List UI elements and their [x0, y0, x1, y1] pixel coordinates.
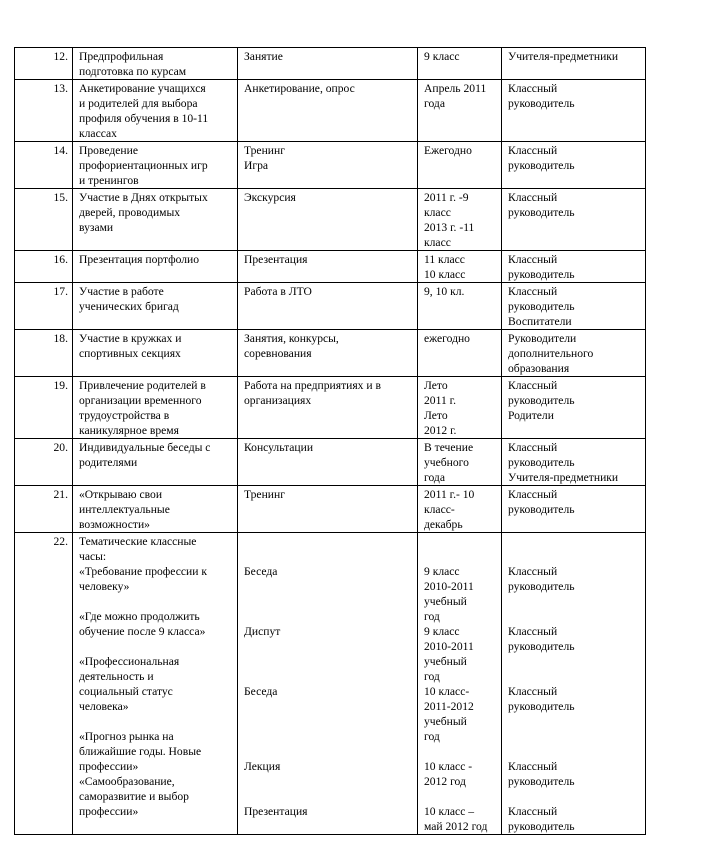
form-cell — [238, 486, 418, 533]
timing-cell — [418, 377, 502, 439]
event-cell — [73, 486, 238, 533]
cell-line: 2011 г. — [424, 394, 457, 407]
cell-line: Участие в работе — [79, 285, 164, 298]
cell-line: социальный статус — [79, 685, 173, 698]
cell-line — [244, 714, 413, 729]
cell-line: Лето — [424, 409, 448, 422]
cell-line: год — [424, 670, 440, 683]
table-row — [15, 251, 646, 283]
cell-line — [244, 669, 413, 684]
cell-line: Тематические классные — [79, 535, 197, 548]
responsible-cell — [502, 533, 646, 835]
table-row — [15, 377, 646, 439]
table-row — [15, 80, 646, 142]
cell-line: руководитель — [508, 820, 575, 833]
career-guidance-plan-table — [14, 47, 646, 835]
row-number: 21. — [15, 486, 73, 533]
timing-cell — [418, 330, 502, 377]
cell-line: В течение — [424, 441, 474, 454]
cell-line: «Открываю свои — [79, 488, 163, 501]
cell-line: 10 класс- — [424, 685, 470, 698]
cell-line: 9 класс — [424, 50, 460, 63]
form-cell — [238, 439, 418, 486]
cell-line: спортивных секциях — [79, 347, 181, 360]
row-number: 15. — [15, 189, 73, 251]
cell-line: Лето — [424, 379, 448, 392]
row-number: 12. — [15, 48, 73, 80]
cell-line — [244, 579, 413, 594]
cell-line: Апрель 2011 — [424, 82, 487, 95]
cell-line: Классный — [508, 441, 558, 454]
responsible-cell — [502, 142, 646, 189]
cell-line — [508, 744, 641, 759]
cell-line — [508, 729, 641, 744]
cell-line: Презентация — [244, 253, 308, 266]
cell-line — [244, 744, 413, 759]
cell-line: соревнования — [244, 347, 312, 360]
event-cell — [73, 80, 238, 142]
cell-line: руководитель — [508, 580, 575, 593]
form-cell — [238, 189, 418, 251]
timing-cell — [418, 189, 502, 251]
cell-line: Родители — [508, 409, 554, 422]
cell-line: трудоустройства в — [79, 409, 170, 422]
cell-line: руководитель — [508, 775, 575, 788]
cell-line: 2010-2011 — [424, 640, 474, 653]
responsible-cell — [502, 80, 646, 142]
cell-line — [244, 729, 413, 744]
cell-line: Экскурсия — [244, 191, 296, 204]
cell-line: Классный — [508, 685, 558, 698]
cell-line: 10 класс - — [424, 760, 473, 773]
cell-line: Беседа — [244, 565, 278, 578]
table-row — [15, 142, 646, 189]
cell-line: Предпрофильная — [79, 50, 164, 63]
cell-line: Тренинг — [244, 488, 285, 501]
timing-cell — [418, 80, 502, 142]
cell-line — [244, 789, 413, 804]
row-number: 19. — [15, 377, 73, 439]
cell-line: ближайшие годы. Новые — [79, 745, 202, 758]
cell-line: Игра — [244, 159, 269, 172]
cell-line: руководитель — [508, 640, 575, 653]
cell-line: 9 класс — [424, 565, 460, 578]
timing-cell — [418, 142, 502, 189]
event-cell — [73, 142, 238, 189]
cell-line: учебный — [424, 715, 467, 728]
cell-line: Классный — [508, 565, 558, 578]
form-cell — [238, 48, 418, 80]
cell-line: «Требование профессии к — [79, 565, 207, 578]
form-cell — [238, 80, 418, 142]
cell-line: Анкетирование, опрос — [244, 82, 355, 95]
cell-line — [79, 639, 233, 654]
responsible-cell — [502, 439, 646, 486]
cell-line: Участие в Днях открытых — [79, 191, 208, 204]
cell-line: часы: — [79, 550, 107, 563]
event-cell — [73, 330, 238, 377]
cell-line: учебного — [424, 456, 469, 469]
table-row — [15, 48, 646, 80]
cell-line: 2011-2012 — [424, 700, 474, 713]
cell-line: Классный — [508, 285, 558, 298]
cell-line: «Профессиональная — [79, 655, 180, 668]
cell-line: 2011 г.- 10 — [424, 488, 475, 501]
cell-line: Воспитатели — [508, 315, 572, 328]
cell-line: человеку» — [79, 580, 130, 593]
cell-line — [508, 609, 641, 624]
form-cell — [238, 142, 418, 189]
cell-line — [508, 654, 641, 669]
form-cell — [238, 283, 418, 330]
cell-line: Классный — [508, 253, 558, 266]
cell-line: 9 класс — [424, 625, 460, 638]
cell-line: интеллектуальные — [79, 503, 170, 516]
cell-line: учебный — [424, 595, 467, 608]
cell-line: организации временного — [79, 394, 202, 407]
form-cell — [238, 377, 418, 439]
event-cell — [73, 48, 238, 80]
cell-line — [424, 534, 497, 549]
cell-line: Классный — [508, 488, 558, 501]
cell-line: класс- — [424, 503, 455, 516]
cell-line: декабрь — [424, 518, 463, 531]
cell-line: руководитель — [508, 503, 575, 516]
cell-line — [424, 549, 497, 564]
cell-line: организациях — [244, 394, 312, 407]
cell-line — [244, 699, 413, 714]
table-row — [15, 189, 646, 251]
cell-line: Занятия, конкурсы, — [244, 332, 339, 345]
cell-line — [508, 534, 641, 549]
cell-line: возможности» — [79, 518, 150, 531]
cell-line: деятельность и — [79, 670, 154, 683]
cell-line: 2013 г. -11 — [424, 221, 475, 234]
responsible-cell — [502, 283, 646, 330]
cell-line — [244, 534, 413, 549]
row-number: 13. — [15, 80, 73, 142]
cell-line: Анкетирование учащихся — [79, 82, 206, 95]
cell-line — [244, 609, 413, 624]
cell-line: Учителя-предметники — [508, 50, 619, 63]
cell-line: руководитель — [508, 700, 575, 713]
timing-cell — [418, 48, 502, 80]
cell-line: учебный — [424, 655, 467, 668]
cell-line: профориентационных игр — [79, 159, 208, 172]
cell-line: профессии» — [79, 760, 139, 773]
timing-cell — [418, 533, 502, 835]
cell-line: 9, 10 кл. — [424, 285, 465, 298]
cell-line: человека» — [79, 700, 129, 713]
event-cell — [73, 377, 238, 439]
cell-line: руководитель — [508, 300, 575, 313]
table-row — [15, 533, 646, 835]
timing-cell — [418, 439, 502, 486]
table-row — [15, 330, 646, 377]
cell-line: 10 класс — [424, 268, 466, 281]
row-number: 17. — [15, 283, 73, 330]
cell-line — [508, 594, 641, 609]
cell-line — [244, 654, 413, 669]
cell-line: 11 класс — [424, 253, 465, 266]
cell-line: Классный — [508, 625, 558, 638]
cell-line: год — [424, 730, 440, 743]
table-body — [15, 48, 646, 835]
cell-line: Работа на предприятиях и в — [244, 379, 381, 392]
cell-line: Консультации — [244, 441, 314, 454]
cell-line: Презентация портфолио — [79, 253, 200, 266]
cell-line: 2011 г. -9 — [424, 191, 469, 204]
cell-line: года — [424, 471, 445, 484]
cell-line: классах — [79, 127, 117, 140]
event-cell — [73, 283, 238, 330]
cell-line: профессии» — [79, 805, 139, 818]
cell-line: руководитель — [508, 456, 575, 469]
cell-line: руководитель — [508, 206, 575, 219]
cell-line — [79, 714, 233, 729]
cell-line: Беседа — [244, 685, 278, 698]
timing-cell — [418, 486, 502, 533]
timing-cell — [418, 251, 502, 283]
cell-line: 2012 г. — [424, 424, 457, 437]
cell-line — [244, 639, 413, 654]
responsible-cell — [502, 189, 646, 251]
row-number: 16. — [15, 251, 73, 283]
row-number: 14. — [15, 142, 73, 189]
cell-line: Классный — [508, 379, 558, 392]
cell-line: дверей, проводимых — [79, 206, 181, 219]
cell-line: Участие в кружках и — [79, 332, 182, 345]
cell-line: саморазвитие и выбор — [79, 790, 189, 803]
cell-line — [508, 789, 641, 804]
cell-line: май 2012 год — [424, 820, 488, 833]
form-cell — [238, 330, 418, 377]
cell-line: Лекция — [244, 760, 281, 773]
cell-line: Тренинг — [244, 144, 285, 157]
responsible-cell — [502, 486, 646, 533]
cell-line: и родителей для выбора — [79, 97, 198, 110]
cell-line: Ежегодно — [424, 144, 472, 157]
form-cell — [238, 251, 418, 283]
cell-line: Классный — [508, 144, 558, 157]
event-cell — [73, 533, 238, 835]
cell-line — [244, 594, 413, 609]
cell-line: руководитель — [508, 268, 575, 281]
form-cell — [238, 533, 418, 835]
event-cell — [73, 251, 238, 283]
cell-line: подготовка по курсам — [79, 65, 187, 78]
cell-line: Классный — [508, 760, 558, 773]
cell-line: обучение после 9 класса» — [79, 625, 206, 638]
cell-line — [508, 714, 641, 729]
cell-line: и тренингов — [79, 174, 139, 187]
cell-line: руководитель — [508, 394, 575, 407]
cell-line: «Где можно продолжить — [79, 610, 200, 623]
timing-cell — [418, 283, 502, 330]
cell-line: Учителя-предметники — [508, 471, 619, 484]
cell-line — [508, 669, 641, 684]
cell-line: профиля обучения в 10-11 — [79, 112, 209, 125]
cell-line: Классный — [508, 82, 558, 95]
cell-line: Классный — [508, 805, 558, 818]
cell-line: руководитель — [508, 97, 575, 110]
table-row — [15, 486, 646, 533]
cell-line: ежегодно — [424, 332, 470, 345]
row-number: 22. — [15, 533, 73, 835]
table-row — [15, 439, 646, 486]
cell-line: родителями — [79, 456, 138, 469]
cell-line: каникулярное время — [79, 424, 179, 437]
responsible-cell — [502, 48, 646, 80]
cell-line: образования — [508, 362, 570, 375]
responsible-cell — [502, 377, 646, 439]
cell-line: Презентация — [244, 805, 308, 818]
cell-line: Занятие — [244, 50, 283, 63]
cell-line: 2010-2011 — [424, 580, 474, 593]
cell-line: Проведение — [79, 144, 138, 157]
cell-line: год — [424, 610, 440, 623]
cell-line — [79, 594, 233, 609]
event-cell — [73, 439, 238, 486]
cell-line — [508, 549, 641, 564]
cell-line: «Самообразование, — [79, 775, 175, 788]
cell-line: класс — [424, 206, 451, 219]
row-number: 18. — [15, 330, 73, 377]
cell-line: года — [424, 97, 445, 110]
cell-line: дополнительного — [508, 347, 594, 360]
cell-line: руководитель — [508, 159, 575, 172]
cell-line — [244, 549, 413, 564]
cell-line: класс — [424, 236, 451, 249]
cell-line: Работа в ЛТО — [244, 285, 312, 298]
responsible-cell — [502, 251, 646, 283]
cell-line: «Прогноз рынка на — [79, 730, 174, 743]
cell-line — [424, 744, 497, 759]
cell-line — [244, 774, 413, 789]
table-row — [15, 283, 646, 330]
cell-line: Диспут — [244, 625, 281, 638]
row-number: 20. — [15, 439, 73, 486]
cell-line: Руководители — [508, 332, 577, 345]
cell-line: ученических бригад — [79, 300, 179, 313]
cell-line: 2012 год — [424, 775, 466, 788]
cell-line — [424, 789, 497, 804]
responsible-cell — [502, 330, 646, 377]
cell-line: вузами — [79, 221, 114, 234]
event-cell — [73, 189, 238, 251]
cell-line: Привлечение родителей в — [79, 379, 206, 392]
cell-line: 10 класс – — [424, 805, 475, 818]
cell-line: Классный — [508, 191, 558, 204]
cell-line: Индивидуальные беседы с — [79, 441, 211, 454]
